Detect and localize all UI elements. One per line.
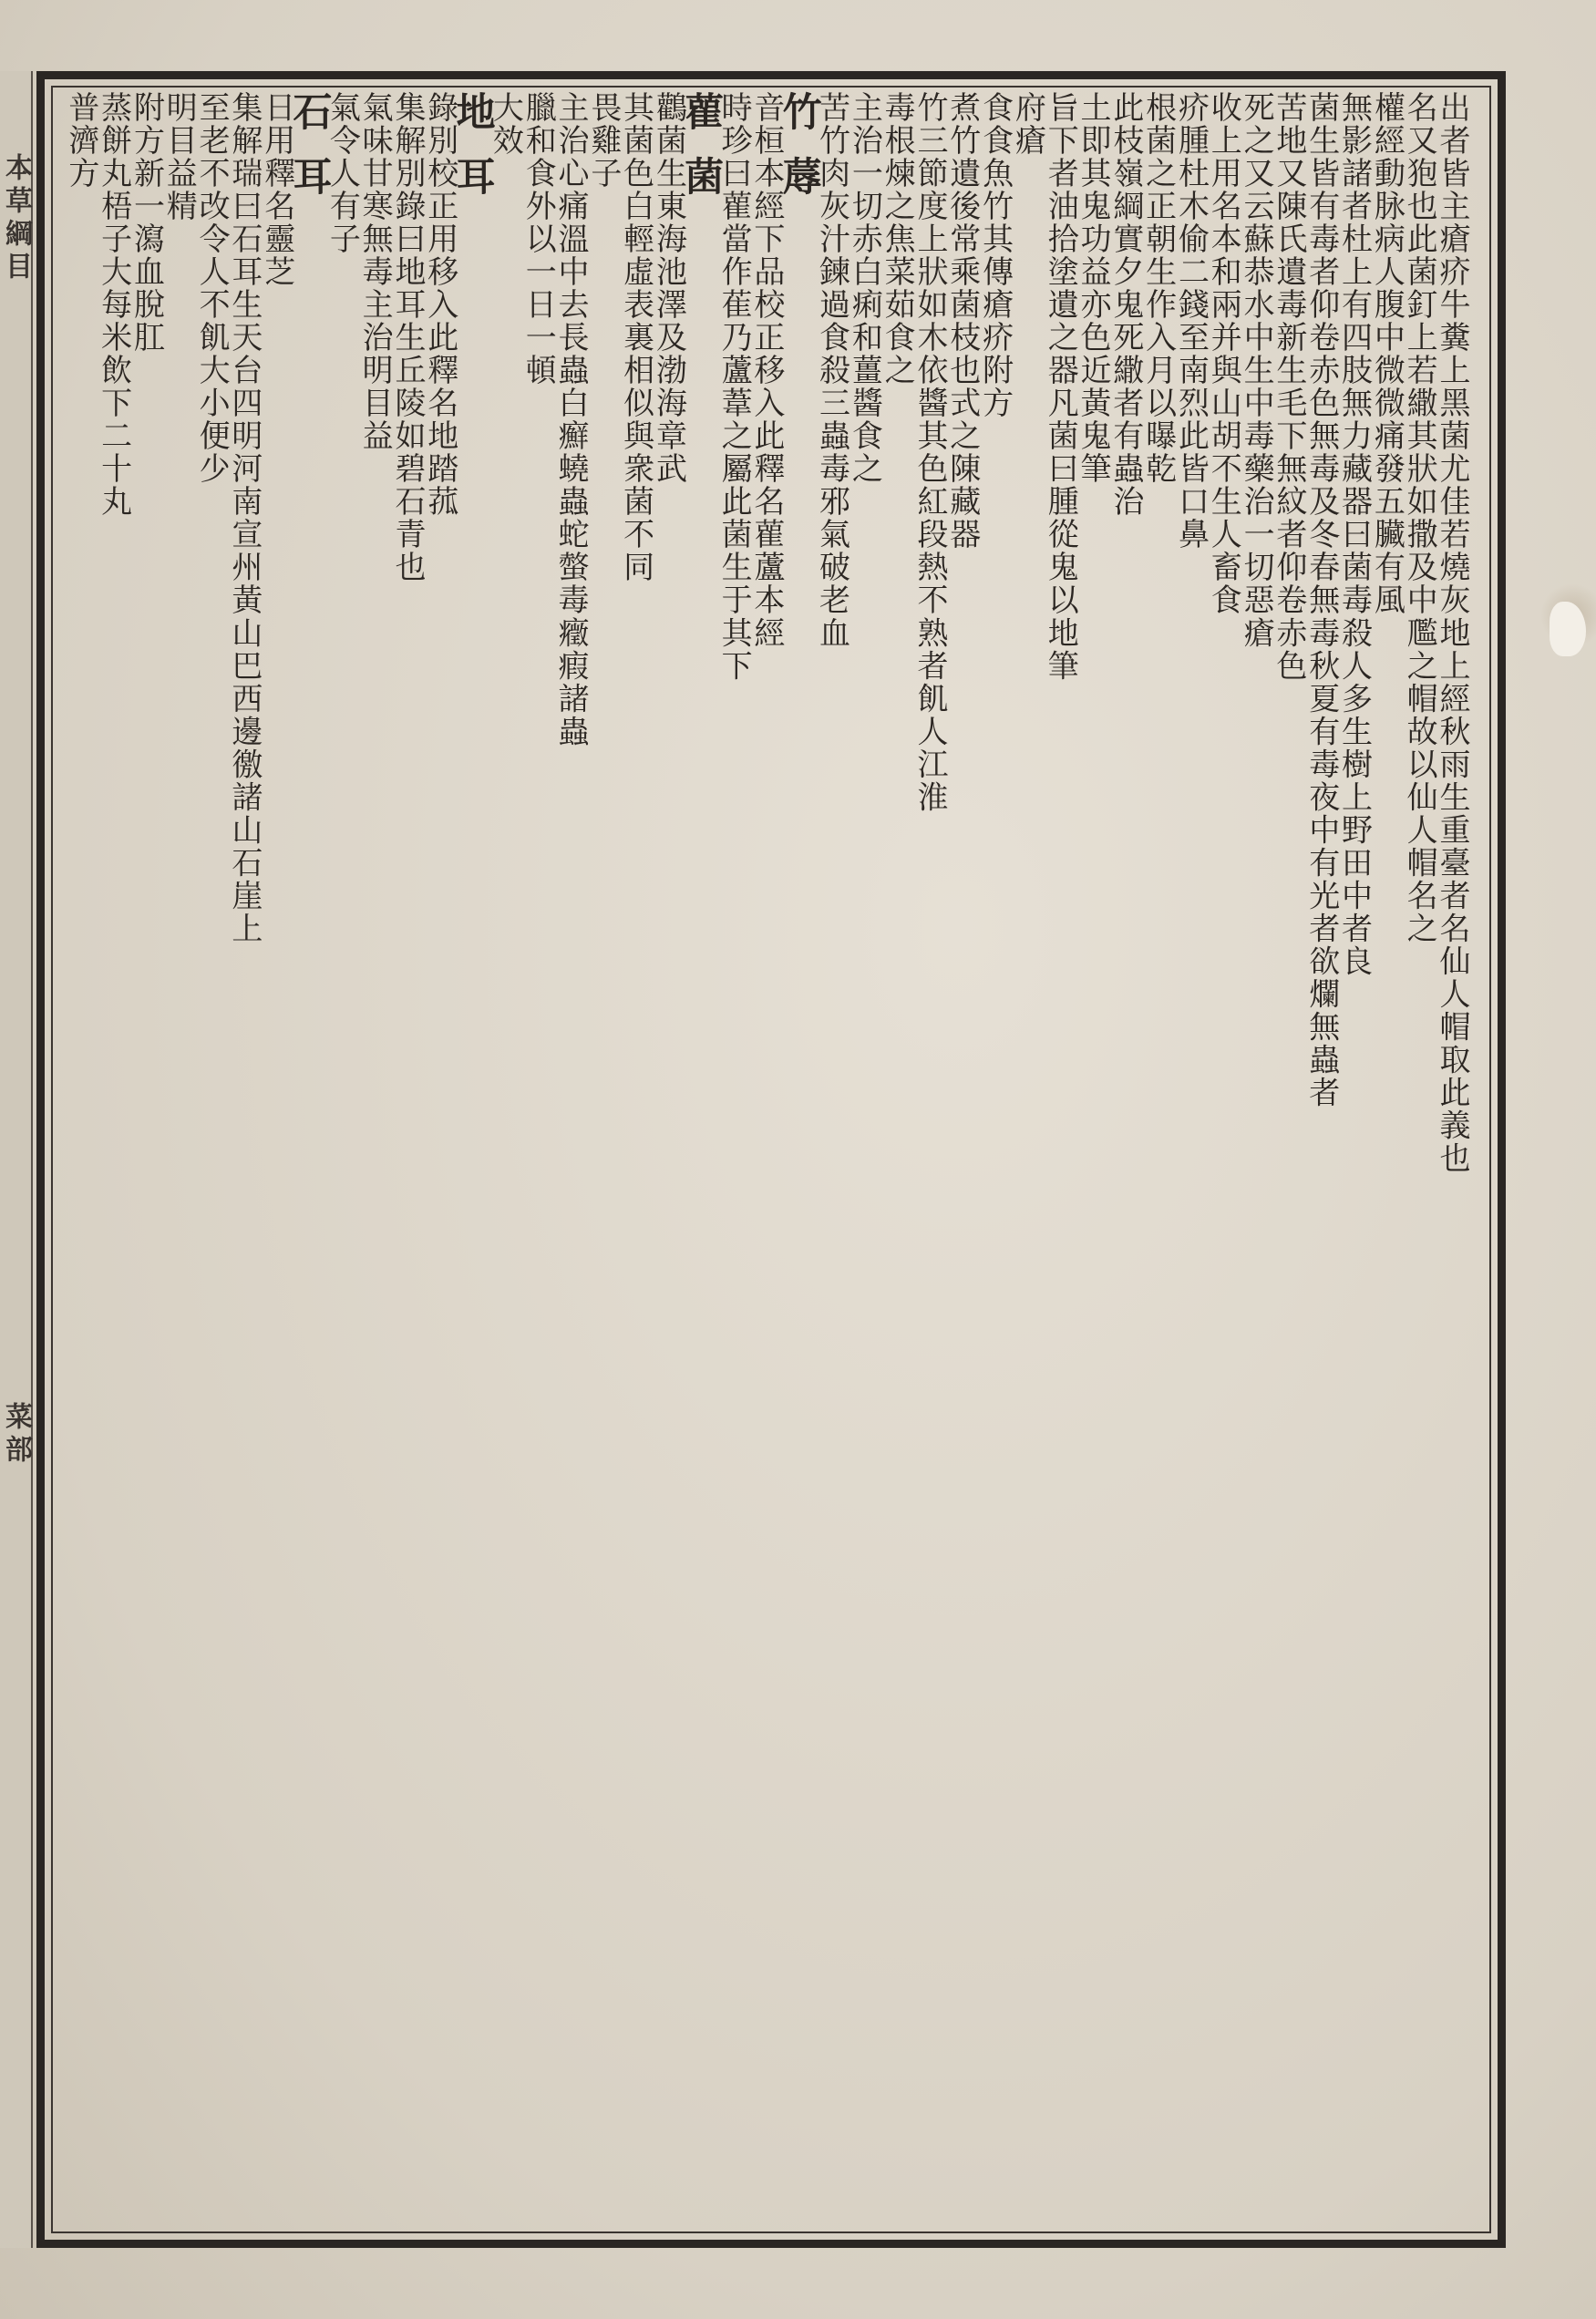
text-column: 鸛菌生東海池澤及渤海章武 [650, 91, 687, 486]
entry-heading: 石耳 [286, 91, 333, 221]
margin-section: 菜部 [0, 1402, 32, 1468]
text-column: 菌生皆有毒者仰卷赤色無毒及冬春無毒秋夏有毒夜中有光者欲爛無蟲者 [1303, 91, 1340, 1109]
text-column: 臘和食外以一日一頓 [520, 91, 557, 387]
text-column: 苦地又陳氏遺毒新生毛下無紋者仰卷赤色 [1270, 91, 1307, 683]
text-column: 時珍曰雚當作萑乃蘆葦之屬此菌生于其下 [716, 91, 753, 683]
text-column: 至老不改令人不飢大小便少 [193, 91, 231, 486]
text-column: 日用釋名靈芝 [258, 91, 295, 289]
text-column: 普濟方 [62, 91, 99, 191]
text-column: 府瘡 [1009, 91, 1046, 158]
margin-strip [0, 71, 33, 2248]
text-column: 竹三節度上狀如木依醬其色紅段熱不熟者飢人江淮 [911, 91, 948, 814]
text-column: 土即其鬼功益亦色近黃鬼筆 [1075, 91, 1112, 486]
text-column: 名又狍也此菌釘上若繖其狀如撒及中尶之帽故以仙人帽名之 [1401, 91, 1438, 945]
text-body [62, 91, 1470, 2215]
text-column: 音桓本經下品校正移入此釋名雚蘆本經 [747, 91, 785, 650]
text-column: 氣味甘寒無毒主治明目益 [356, 91, 394, 453]
margin-title: 本草綱目 [0, 153, 32, 284]
text-column: 其菌色白輕虛表裏相似與衆菌不同 [617, 91, 654, 584]
text-column: 苦竹肉灰汁鍊過食殺三蟲毒邪氣破老血 [813, 91, 850, 650]
text-column: 大效 [487, 91, 524, 158]
text-column: 煮竹遺後常乘菌枝也式之陳藏器 [943, 91, 981, 551]
text-column: 疥腫杜木偷二錢至南烈此皆口鼻 [1172, 91, 1210, 551]
text-column: 死之又云蘇恭水中生中毒藥治一切惡瘡 [1238, 91, 1275, 650]
text-column: 主治一切赤白痢和薑醬食之 [846, 91, 883, 486]
text-column: 此枝嶺綱實夕鬼死繖者有蟲治 [1107, 91, 1144, 519]
entry-heading: 竹蓐 [776, 91, 822, 221]
text-column: 出者皆主瘡疥牛糞上黑菌尤佳若燒灰地上經秋雨生重臺者名仙人帽取此義也 [1434, 91, 1470, 1175]
text-column: 收上用名本和兩并與山胡不生人畜食 [1205, 91, 1242, 617]
text-column: 氣令人有子 [324, 91, 361, 256]
text-column: 毒根煉之焦菜茹食之 [879, 91, 916, 387]
entry-heading: 雚菌 [678, 91, 725, 221]
text-column: 集解別錄曰地耳生丘陵如碧石青也 [388, 91, 426, 584]
text-column: 根菌之正朝生作入月以曝乾 [1139, 91, 1177, 486]
entry-heading: 地耳 [449, 91, 496, 221]
text-column: 權經動脉病人腹中微微痛發五臟有風 [1368, 91, 1406, 617]
text-column: 附方新一瀉血脫肛 [128, 91, 165, 355]
text-column: 蒸餅丸梧子大每米飲下二十丸 [95, 91, 132, 519]
text-column: 旨下者油拾塗遺之器凡菌曰腫從鬼以地筆 [1042, 91, 1079, 683]
text-column: 明目益精 [160, 91, 198, 223]
text-column: 主治心痛溫中去長蟲白癬蟯蟲蛇螫毒癥瘕諸蟲 [552, 91, 590, 748]
text-column: 無影諸者杜上有四肢無力藏器曰菌毒殺人多生樹上野田中者良 [1335, 91, 1373, 978]
text-column: 集解瑞曰石耳生天台四明河南宣州黃山巴西邊徼諸山石崖上 [225, 91, 263, 945]
text-column: 畏雞子 [584, 91, 622, 191]
text-column: 錄別校正用移入此釋名地踏菰 [421, 91, 458, 519]
text-column: 食食魚竹其傳瘡疥附方 [976, 91, 1014, 420]
